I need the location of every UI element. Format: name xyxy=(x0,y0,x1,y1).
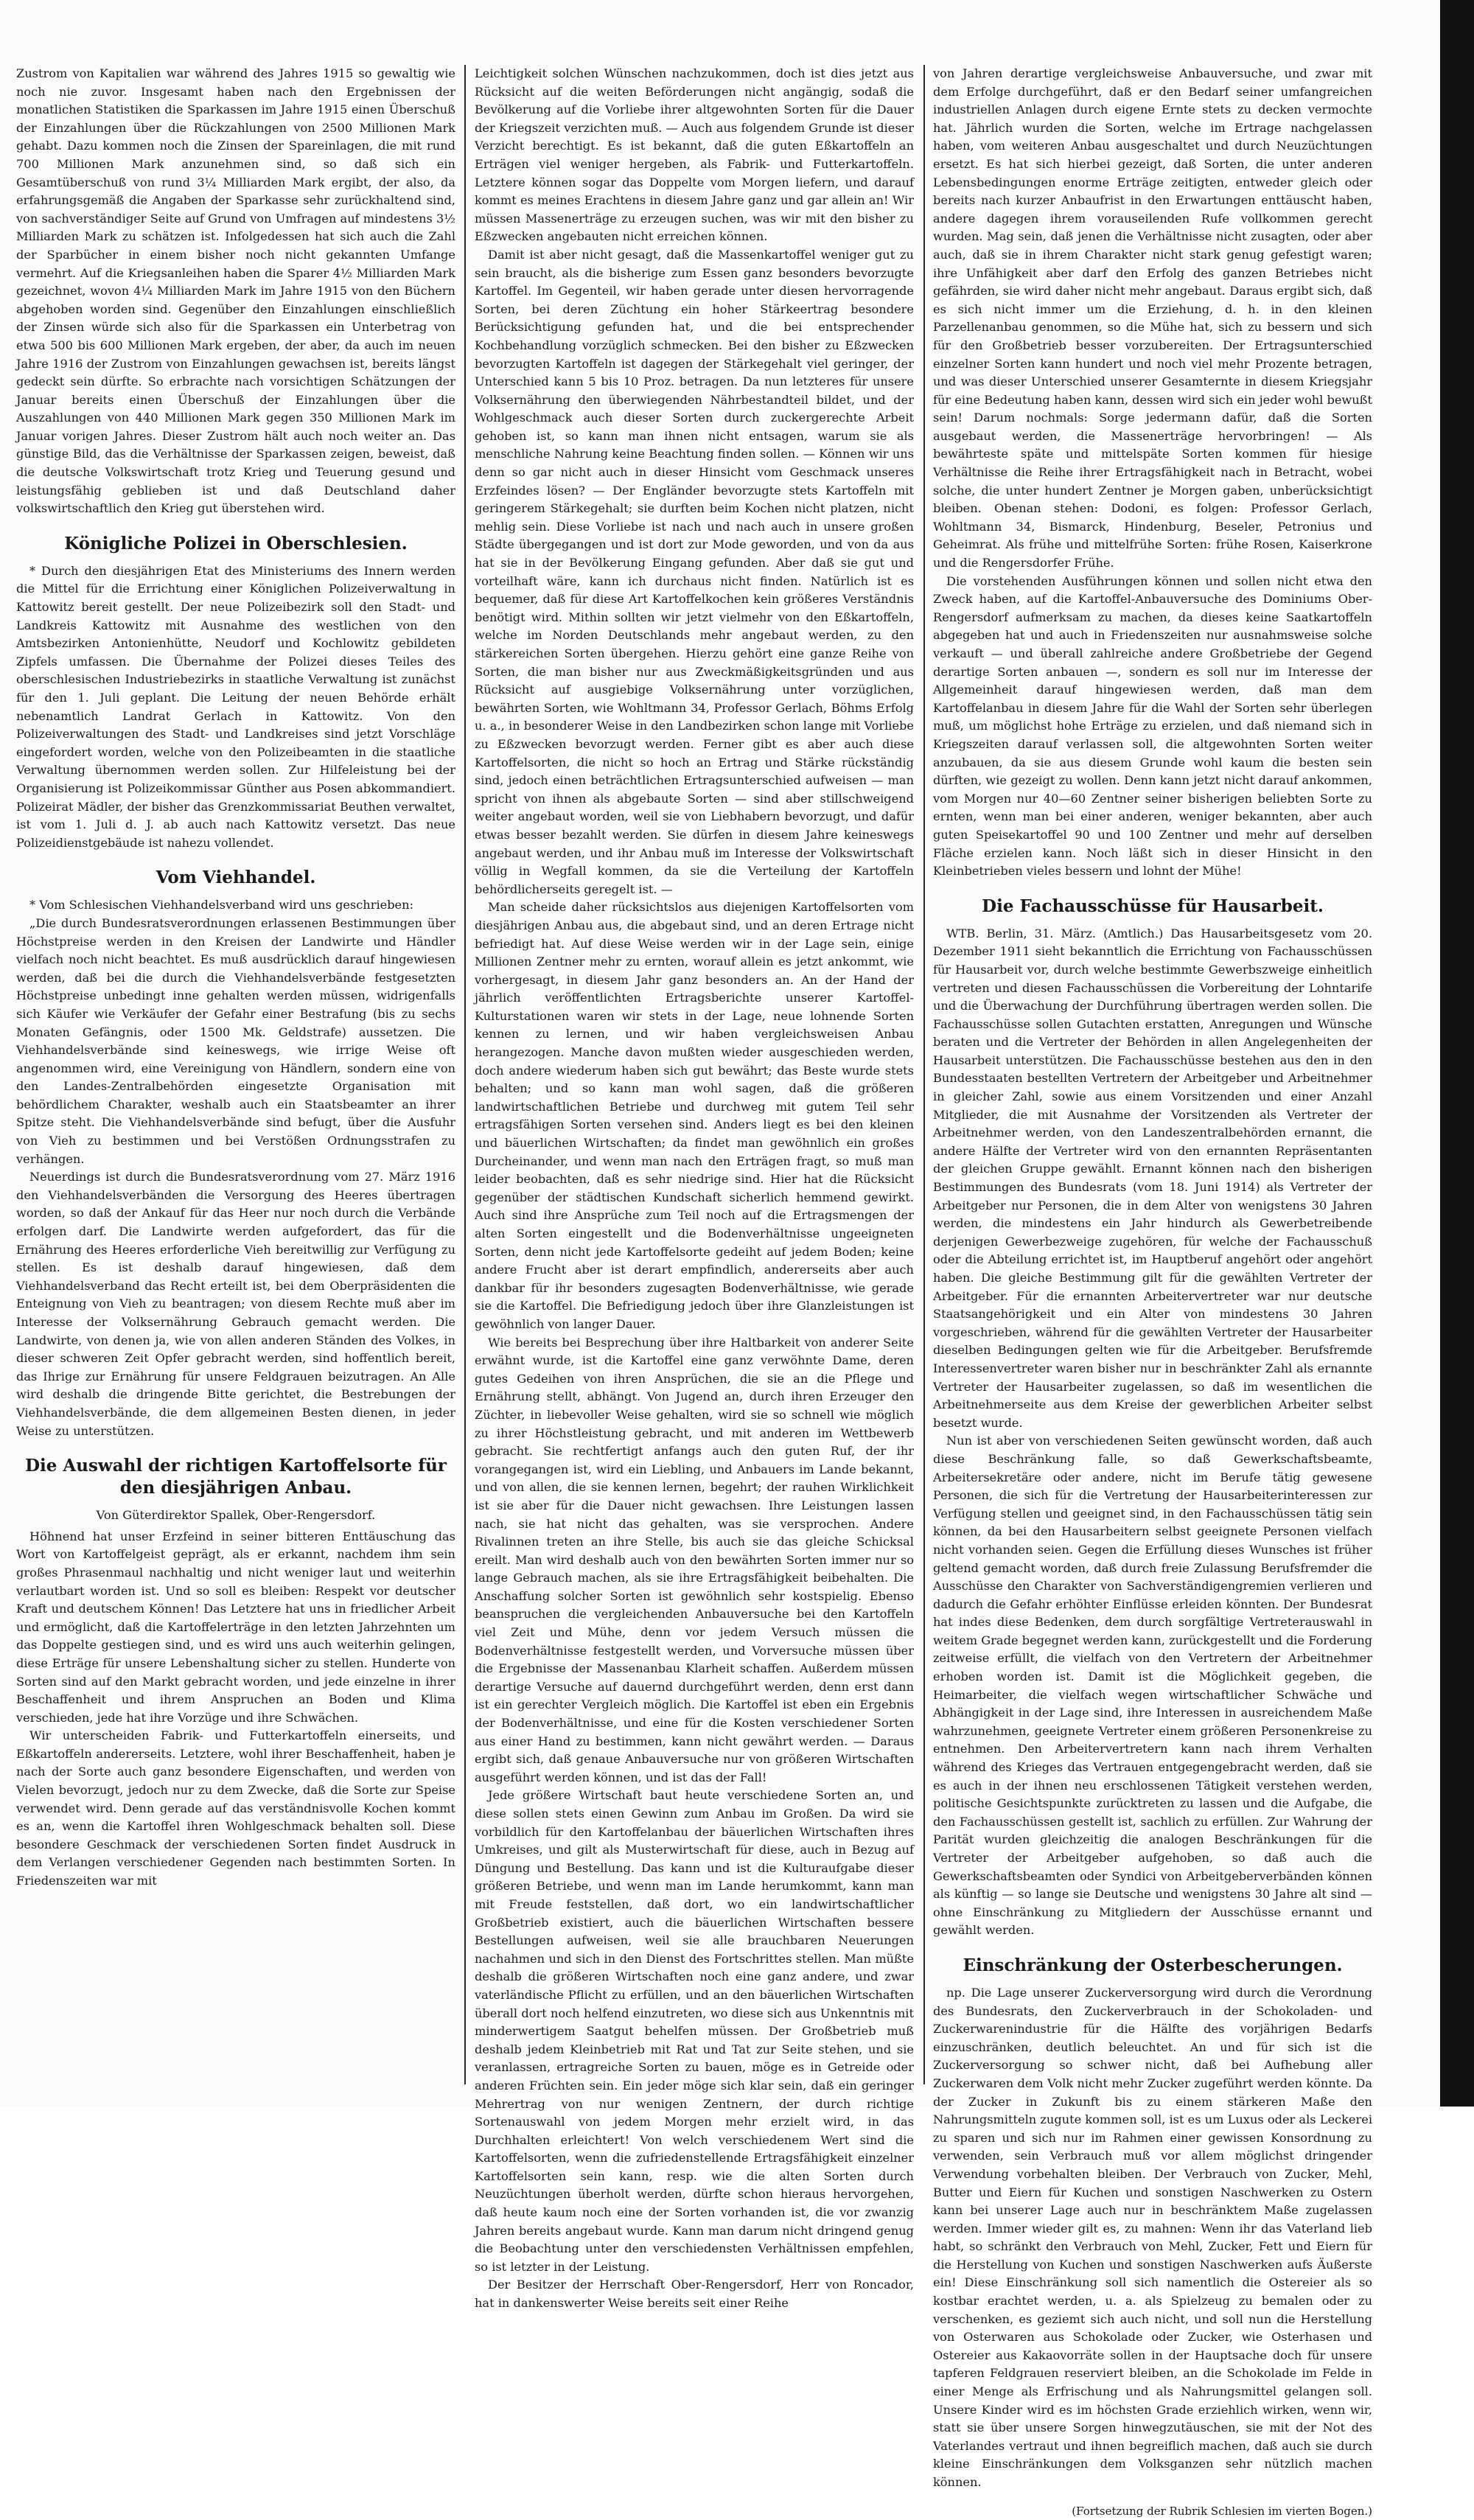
article-potato-body-1: Höhnend hat unser Erzfeind in seiner bitteren Enttäuschung das Wort von Kartoffelgeist geprägt, als er erkannt, nachdem ihm sein großes Phrasenmaul nachhaltig und nicht weniger laut und weiterhin verlautbart worden ist. Und so soll es bleiben: Respekt vor deutscher Kraft und deutschem Können! Das Letztere hat uns in friedlicher Arbeit und ermöglicht, daß die Kartoffelerträge in den letzten Jahrzehnten um das Doppelte gestiegen sind, und es wird uns auch weiterhin gelingen, diese Erträge für unsere Lebenshaltung sicher zu stellen. Hunderte von Sorten sind auf den Markt gebracht worden, und jede einzelne in ihrer Beschaffenheit und ihrem Anspruchen an Boden und Klima verschieden, jede hat ihre Vorzüge und ihre Schwächen. xyxy=(16,1529,455,1725)
headline-easter-restriction: Einschränkung der Osterbescherungen. xyxy=(963,1955,1343,1975)
article-potato-body-5: Man scheide daher rücksichtslos aus diejenigen Kartoffelsorten vom diesjährigen Anbau aus, die abgebaut sind, und an deren Ertrage nicht befriedigt hat. Auf diese Weise werden wir in der Lage sein, einige Millionen Zentner mehr zu ernten, worauf allein es jetzt ankommt, wie vorhergesagt, in diesem Jahr ganz besonders an. An der Hand der jährlich veröffentlichten Ertragsberichte unserer Kartoffel-Kulturstationen waren wir stets in der Lage, neue lohnende Sorten kennen zu lernen, und wir haben vergleichsweisen Anbau herangezogen. Manche davon mußten wieder ausgeschieden werden, doch andere wiederum haben sich gut bewährt; das Beste wurde stets behalten; und so kann man wohl sagen, daß die größeren landwirtschaftlichen Betriebe und durchweg mit gutem Teil sehr ertragsfähigen Sorten versehen sind. Anders liegt es bei den kleinen und bäuerlichen Wirtschaften; da findet man gewöhnlich ein großes Durcheinander, und wenn man nach den Erträgen fragt, so muß man leider beobachten, daß es sehr niedrige sind. Hier hat die Rücksicht gegenüber der städtischen Kundschaft sicherlich hemmend gewirkt. Auch sind ihre Ansprüche zum Teil noch auf die Ertragsmengen der alten Sorten eingestellt und die Bodenverhältnisse ungeeigneten Sorten, denn nicht jede Kartoffelsorte gedeiht auf jedem Boden; keine andere Frucht aber ist derart empfindlich, andererseits aber auch dankbar für ihr besonders zugesagten Bodenverhältnisse, wie gerade sie die Kartoffel. Die Befriedigung jedoch über ihre Glanzleistungen ist gewöhnlich von langer Dauer. xyxy=(475,900,914,1331)
column-left xyxy=(16,65,455,2084)
article-potato-body-4: Damit ist aber nicht gesagt, daß die Massenkartoffel weniger gut zu sein braucht, als die bisherige zum Essen ganz besonders bevorzugte Kartoffel. Im Gegenteil, wir haben gerade unter diesen hervorragende Sorten, bei deren Züchtung ein hoher Stärkeertrag besondere Berücksichtigung gefunden hat, und die bei entsprechender Kochbehandlung vorzüglich schmecken. Bei den bisher zu Eßzwecken bevorzugten Kartoffeln ist dagegen der Stärkegehalt viel geringer, der Unterschied kann 5 bis 10 Proz. betragen. Da nun letzteres für unsere Volksernährung den überwiegenden Nährbestandteil bildet, und der Wohlgeschmack auch dieser Sorten durch zuckergerechte Arbeit gehoben ist, so kann man ihnen nicht entsagen, warum sie als menschliche Nahrung keine Beachtung finden sollen. — Können wir uns denn so gar nicht auch in dieser Hinsicht vom Geschmack unseres Erzfeindes lösen? — Der Engländer bevorzugte stets Kartoffeln mit geringerem Stärkegehalt; sie durften beim Kochen nicht platzen, nicht mehlig sein. Diese Vorliebe ist nach und nach auch in unsere großen Städte übergegangen und ist dort zur Mode geworden, und von da aus hat sie in der Bevölkerung Eingang gefunden. Aber daß sie gut und vorteilhaft wäre, kann ich durchaus nicht finden. Natürlich ist es bequemer, daß für diese Art Kartoffelkochen kein größeres Verständnis benötigt wird. Mithin sollten wir jetzt vielmehr von den Eßkartoffeln, welche im Norden Deutschlands mehr angebaut werden, zu den stärkereichen Sorten übergehen. Hierzu gehört eine ganze Reihe von Sorten, die man bisher nur aus Zweckmäßigkeitsgründen und aus Rücksicht auf ausgiebige Volksernährung unter vorzüglichen, bewährten Sorten, wie Wohltmann 34, Professor Gerlach, Böhms Erfolg u. a., in besonderer Weise in den Landbezirken schon lange mit Vorliebe zu Eßzwecken bevorzugt werden. Ferner gibt es aber auch diese Kartoffelsorten, die nicht so hoch an Ertrag und Stärke rückständig sind, jedoch einen beträchtlichen Ertragsunterschied aufweisen — man spricht von ihnen als abgebaute Sorten — sind aber stillschweigend weiter angebaut worden, weil sie von Liebhabern bevorzugt, und dafür etwas besser bezahlt werden. Sie dürfen in diesem Jahre keineswegs angebaut werden, und ihr Anbau muß im Interesse der Volkswirtschaft völlig in Wegfall kommen, da sie die Verteilung der Kartoffeln behördlicherseits geregelt ist. — xyxy=(475,247,914,896)
continuation-note: (Fortsetzung der Rubrik Schlesien im vierten Bogen.) xyxy=(1072,2504,1372,2518)
article-cattle-trade-intro: * Vom Schlesischen Viehhandelsverband wird uns geschrieben: xyxy=(29,898,414,912)
article-homework-committees-1: WTB. Berlin, 31. März. (Amtlich.) Das Hausarbeitsgesetz vom 20. Dezember 1911 sieht bekanntlich die Errichtung von Fachausschüssen für Hausarbeit vor, durch welche bestimmte Gewerbszweige einheitlich vertreten und diesen Fachausschüssen die Vorbereitung der Lohntarife und die Überwachung der Durchführung übertragen werden sollen. Die Fachausschüsse sollen Gutachten erstatten, Anregungen und Wünsche beraten und die Vertreter der Behörden in allen Angelegenheiten der Hausarbeit unterstützen. Die Fachausschüsse bestehen aus den in den Bundesstaaten bestellten Vertretern der Arbeitgeber und Arbeitnehmer in gleicher Zahl, sowie aus einem Vorsitzenden und einer Anzahl Mitglieder, die mit Ausnahme der Vorsitzenden als Vertreter der Arbeitnehmer werden, von den Landeszentralbehörden ernannt, die andere Hälfte der Vertreter wird von den ernannten Repräsentanten der gleichen Gruppe gewählt. Ernannt können nach den bisherigen Bestimmungen des Bundesrats (vom 18. Juni 1914) als Vertreter der Arbeitgeber nur Personen, die in dem Alter von wenigstens 30 Jahren werden, die mindestens ein Jahr hindurch als Gewerbetreibende derjenigen Gewerbezweige zugehören, für welche der Fachausschuß oder die Abteilung errichtet ist, im Hauptberuf angehört oder angehört haben. Die gleiche Bestimmung gilt für die gewählten Vertreter der Arbeitgeber. Für die ernannten Arbeitervertreter war nur deutsche Staatsangehörigkeit und ein Alter von mindestens 30 Jahren vorgeschrieben, während für die gewählten Vertreter der Hausarbeiter dieselben Bedingungen gelten wie für die Arbeitgeber. Berufsfremde Interessenvertreter waren bisher nur in beschränkter Zahl als ernannte Vertreter der Hausarbeiter zugelassen, so daß im wesentlichen die Arbeitnehmerseite aus dem Kreise der gewerblichen Arbeiter selbst besetzt wurde. xyxy=(933,926,1372,1430)
headline-homework-committees: Die Fachausschüsse für Hausarbeit. xyxy=(982,896,1324,916)
article-potato-body-10: Die vorstehenden Ausführungen können und sollen nicht etwa den Zweck haben, auf die Kartoffel-Anbauversuche des Dominiums Ober-Rengersdorf aufmerksam zu machen, da dieses keine Saatkartoffeln abgegeben hat und auch in Friedenszeiten nur ausnahmsweise solche verkauft — und überall zahlreiche andere Großbetriebe der Gegend derartige Sorten anbauen —, sondern es soll nur im Interesse der Allgemeinheit darauf hingewiesen werden, daß man dem Kartoffelanbau in diesem Jahre für die Wahl der Sorten sehr überlegen muß, um möglichst hohe Erträge zu erzielen, und daß niemand sich in Kriegszeiten darauf verlassen soll, die altgewohnten Sorten weiter anzubauen, da sie aus diesem Grunde wohl kaum die besten sein dürften, wie gezeigt zu wollen. Denn kann jetzt nicht darauf ankommen, vom Morgen nur 40—60 Zentner seiner bisherigen beliebten Sorte zu ernten, wenn man bei einer anderen, weniger bekannten, aber auch guten Speisekartoffel 90 und 100 Zentner und mehr auf derselben Fläche erzielen kann. Noch läßt sich in dieser Hinsicht in den Kleinbetrieben vieles bessern und lohnt der Mühe! xyxy=(933,573,1372,879)
article-potato-body-8: Der Besitzer der Herrschaft Ober-Rengersdorf, Herr von Roncador, hat in dankenswerter Weise bereits seit einer Reihe xyxy=(475,2278,914,2311)
article-royal-police: * Durch den diesjährigen Etat des Ministeriums des Innern werden die Mittel für die Errichtung einer Königlichen Polizeiverwaltung in Kattowitz bereit gestellt. Der neue Polizeibezirk soll den Stadt- und Landkreis Kattowitz mit Ausnahme des westlichen von den Amtsbezirken Antonienhütte, Neudorf und Kochlowitz gebildeten Zipfels umfassen. Die Übernahme der Polizei dieses Teiles des oberschlesischen Industriebezirks in staatliche Verwaltung ist zunächst für den 1. Juli geplant. Die Leitung der neuen Behörde erhält nebenamtlich Landrat Gerlach in Kattowitz. Von den Polizeiverwaltungen des Stadt- und Landkreises sind jetzt Vorschläge eingefordert worden, welche von den Polizeibeamten in die staatliche Verwaltung übernommen werden sollen. Zur Hilfeleistung bei der Organisierung ist Polizeikommissar Günther aus Posen abkommandiert. Polizeirat Mädler, der bisher das Grenzkommissariat Beuthen verwaltet, ist vom 1. Juli d. J. ab auch nach Kattowitz versetzt. Das neue Polizeidienstgebäude ist nahezu vollendet. xyxy=(16,563,455,850)
article-potato-body-3: Leichtigkeit solchen Wünschen nachzukommen, doch ist dies jetzt aus Rücksicht auf die weiten Beförderungen nicht angängig, sodaß die Bevölkerung auf die Vorliebe ihrer altgewohnten Sorten für die Dauer der Kriegszeit verzichten muß. — Auch aus folgendem Grunde ist dieser Verzicht berechtigt. Es ist bekannt, daß die guten Eßkartoffeln an Erträgen viel weniger hergeben, als Fabrik- und Futterkartoffeln. Letztere können sogar das Doppelte vom Morgen liefern, und darauf kommt es meines Erachtens in diesem Jahre ganz und gar allein an! Wir müssen Massenerträge zu erzeugen suchen, was wir mit den bisher zu Eßzwecken angebauten nicht erreichen können. xyxy=(475,66,914,244)
column-right xyxy=(933,65,1372,2518)
article-potato-body-7: Jede größere Wirtschaft baut heute verschiedene Sorten an, und diese sollen stets einen Gewinn zum Anbau im Großen. Da wird sie vorbildlich für den Kartoffelanbau der bäuerlichen Wirtschaften ihres Umkreises, und gilt als Musterwirtschaft für diese, auch in Bezug auf Düngung und Bestellung. Das kann und ist die Kulturaufgabe dieser größeren Betriebe, und wenn man im Lande herumkommt, kann man mit Freude feststellen, daß dort, wo ein landwirtschaftlicher Großbetrieb existiert, auch die bäuerlichen Wirtschaften bessere Bestellungen aufweisen, weil sie alle brauchbaren Neuerungen nachahmen und sich in den Dienst des Fortschrittes stellen. Man müßte deshalb die größeren Wirtschaften noch eine ganz andere, und zwar vaterländische Pflicht zu erfüllen, und an den bäuerlichen Wirtschaften überall dort noch helfend einzutreten, wo diese sich aus Unkenntnis mit minderwertigem Saatgut behelfen müssen. Der Großbetrieb muß deshalb jedem Kleinbetrieb mit Rat und Tat zur Seite stehen, und sie veranlassen, ertragreiche Sorten zu bauen, möge es in Getreide oder anderen Früchten sein. Ein jeder möge sich klar sein, daß ein geringer Mehrertrag von nur wenigen Zentnern, der durch richtige Sortenauswahl von jedem Morgen mehr erzielt wird, in das Durchhalten erleichtert! Von welch verschiedenem Wert sind die Kartoffelsorten, wenn die zufriedenstellende Ertragsfähigkeit einzelner Kartoffelsorten sein kann, resp. wie die alten Sorten durch Neuzüchtungen überholt werden, dürfte schon hieraus hervorgehen, daß heute kaum noch eine der Sorten vorhanden ist, die vor zwanzig Jahren bereits angebaut wurde. Kann man darum nicht dringend genug die Beobachtung unter den verschiedensten Verhältnissen empfehlen, so ist letzter in der Leistung. xyxy=(475,1788,914,2274)
article-byline: Von Güterdirektor Spallek, Ober-Rengersdorf. xyxy=(96,1508,376,1523)
article-easter-restriction: np. Die Lage unserer Zuckerversorgung wird durch die Verordnung des Bundesrats, den Zuckerverbrauch in der Schokoladen- und Zuckerwarenindustrie für die Hälfte des vorjährigen Bedarfs einzuschränken, deutlich beleuchtet. An und für sich ist die Zuckerversorgung so schwer nicht, daß bei Aufhebung aller Zuckerwaren dem Volk nicht mehr Zucker zugeführt werden könnte. Da der Zucker in Zukunft bis zu einem stärkeren Maße den Nahrungsmitteln zugute kommen soll, ist es um Luxus oder als Leckerei zu sparen und sich nur im Rahmen einer gewissen Konsordnung zu verwenden, sein Verbrauch muß vor allem möglichst dringender Verwendung vorbehalten bleiben. Der Verbrauch von Zucker, Mehl, Butter und Eiern für Kuchen und sonstigen Naschwerken zu Ostern kann bei unserer Lage auch nur in beschränktem Maße zugelassen werden. Immer wieder gilt es, zu mahnen: Wenn ihr das Vaterland lieb habt, so schränkt den Verbrauch von Mehl, Zucker, Fett und Eiern für die Herstellung von Kuchen und sonstigen Naschwerken aufs Äußerste ein! Diese Einschränkung soll sich namentlich die Ostereier als so kostbar erachtet werden, u. a. als Spielzeug zu bemalen oder zu verschenken, es geziemt sich auch nicht, und soll nun die Herstellung von Osterwaren aus Schokolade oder Zucker, wie Osterhasen und Ostereier aus Kakaovorräte sollen in der Hauptsache doch für unsere tapferen Feldgrauen reserviert bleiben, an die Schokolade im Felde in einer Menge als Erfrischung und als Nahrungsmittel gelangen soll. Unsere Kinder wird es im höchsten Grade erziehlich wirken, wenn wir, statt sie über unsere Sorgen hinwegzutäuschen, sie mit der Not des Vaterlandes vertraut und ihnen begreiflich machen, daß auch sie durch kleine Einschränkungen dem Volksganzen sehr nützlich machen können. xyxy=(933,1985,1372,2489)
article-potato-body-2: Wir unterscheiden Fabrik- und Futterkartoffeln einerseits, und Eßkartoffeln andererseits. Letztere, wohl ihrer Beschaffenheit, haben je nach der Sorte auch ganz besondere Eigenschaften, und werden von Vielen bevorzugt, jedoch nur zu dem Zwecke, daß die Sorte zur Speise verwendet wird. Denn gerade auf das verständnisvolle Kochen kommt es an, wenn die Kartoffel ihren Wohlgeschmack behalten soll. Diese besondere Geschmack der verschiedenen Sorten findet Ausdruck in dem Verlangen verschiedener Gegenden nach bestimmten Sorten. In Friedenszeiten war mit xyxy=(16,1728,455,1888)
column-divider xyxy=(923,65,925,2084)
headline-potato-variety: Die Auswahl der richtigen Kartoffelsorte für den diesjährigen Anbau. xyxy=(25,1456,447,1498)
column-middle xyxy=(475,65,914,2311)
page-body xyxy=(16,65,1372,2518)
article-cattle-trade-body-1: „Die durch Bundesratsverordnungen erlassenen Bestimmungen über Höchstpreise werden in den Kreisen der Landwirte und Händler vielfach noch nicht beachtet. Es muß ausdrücklich darauf hingewiesen werden, daß bei die durch die Viehhandelsverbände festgesetzten Höchstpreise unbedingt inne gehalten werden müssen, widrigenfalls sich Käufer wie Verkäufer der Gefahr einer Bestrafung (bis zu sechs Monaten Gefängnis, oder 1500 Mk. Geldstrafe) aussetzen. Die Viehhandelsverbände sind keineswegs, wie irrige Weise oft angenommen wird, eine Vereinigung von Händlern, sondern eine von den Landes-Zentralbehörden eingesetzte Organisation mit behördlichem Charakter, weshalb auch ein Staatsbeamter an ihrer Spitze steht. Die Viehhandelsverbände sind befugt, über die Ausfuhr von Vieh zu bestimmen und bei Verstößen Ordnungsstrafen zu verhängen. xyxy=(16,915,455,1166)
headline-cattle-trade: Vom Viehhandel. xyxy=(156,868,316,888)
article-homework-committees-2: Nun ist aber von verschiedenen Seiten gewünscht worden, daß auch diese Beschränkung falle, so daß Gewerkschaftsbeamte, Arbeitersekretäre oder andere, nicht im Berufe tätig gewesene Personen, die sich für die Vertretung der Hausarbeiterinteressen zur Verfügung stellen und geeignet sind, in den Fachausschüssen tätig sein können, da bei den Hausarbeitern selbst geeignete Personen vielfach nicht vorhanden seien. Gegen die Erfüllung dieses Wunsches ist früher geltend gemacht worden, daß durch freie Zulassung Berufsfremder die Ausschüsse den Charakter von Sachverständigengremien verlieren und dadurch die Gefahr erhöhter Einflüsse erleiden könnten. Der Bundesrat hat indes diese Bedenken, dem durch sorgfältige Vertreterauswahl in weitem Grade begegnet werden kann, zurückgestellt und die Forderung zeitweise erfüllt, die vielfach von den Vertretern der Arbeitnehmer erhoben worden ist. Damit ist die Möglichkeit gegeben, die Heimarbeiter, die vielfach wegen wirtschaftlicher Schwäche und Abhängigkeit in der Lage sind, ihre Interessen in ausreichendem Maße wahrzunehmen, geeignete Vertreter einem größeren Personenkreise zu entnehmen. Den Arbeitervertretern kann nach ihrem Verhalten während des Krieges das Vertrauen entgegengebracht werden, daß sie es auch in der ihnen neu erschlossenen Tätigkeit verstehen werden, politische Gesichtspunkte zurücktreten zu lassen und die Aufgabe, die den Fachausschüssen gestellt ist, sachlich zu erfüllen. Zur Wahrung der Parität wurden gleichzeitig die analogen Beschränkungen für die Vertreter der Arbeitgeber aufgehoben, so daß auch die Gewerkschaftsbeamten oder Syndici von Arbeitgeberverbänden können als künftig — so lange sie Deutsche und wenigstens 30 Jahre alt sind — ohne Einschränkung zu Mitgliedern der Ausschüsse ernannt und gewählt werden. xyxy=(933,1434,1372,1938)
headline-royal-police: Königliche Polizei in Oberschlesien. xyxy=(64,533,408,554)
article-potato-body-9: von Jahren derartige vergleichsweise Anbauversuche, und zwar mit dem Erfolge durchgeführt, daß er den Bedarf seiner umfangreichen industriellen Anlagen durch eigene Ernte stets zu decken vermochte hat. Jährlich wurden die Sorten, welche im Ertrage nachgelassen haben, vom weiteren Anbau ausgeschaltet und durch Neuzüchtungen ersetzt. Es hat sich hierbei gezeigt, daß Sorten, die unter anderen Lebensbedingungen enorme Erträge zeitigten, entweder gleich oder bereits nach kurzer Anbaufrist in den Erwartungen enttäuscht haben, andere dagegen ihrem vorauseilenden Rufe vollkommen gerecht wurden. Mag sein, daß jenen die Verhältnisse nicht zusagten, oder aber auch, daß sie in ihrem Charakter nicht stark genug gefestigt waren; ihre Unfähigkeit aber darf den Erfolg des ganzen Betriebes nicht gefährden, sie wird daher nicht mehr angebaut. Daraus ergibt sich, daß es sich nicht immer um die Erziehung, d. h. in den kleinen Parzellenanbau genommen, so die Mühe hat, sich zu bessern und sich für den Großbetrieb besser vorzubereiten. Der Ertragsunterschied einzelner Sorten kann hundert und noch viel mehr Prozente betragen, und was dieser Unterschied unserer Gesamternte in diesem Kriegsjahr für eine Bedeutung haben kann, dessen wird sich ein jeder wohl bewußt sein! Darum nochmals: Sorge jedermann dafür, daß die Sorten ausgebaut werden, die Massenerträge hervorbringen! — Als bewährteste späte und mittelspäte Sorten kommen für hiesige Verhältnisse die Reihe ihrer Ertragsfähigkeit nach in Betracht, wobei solche, die unter hundert Zentner je Morgen gaben, unberücksichtigt bleiben. Obenan stehen: Dodoni, es folgen: Professor Gerlach, Wohltmann 34, Bismarck, Hindenburg, Beseler, Petronius und Geheimrat. Als frühe und mittelfrühe Sorten: frühe Rosen, Kaiserkrone und die Rengersdorfer Frühe. xyxy=(933,66,1372,570)
article-potato-body-6: Wie bereits bei Besprechung über ihre Haltbarkeit von anderer Seite erwähnt wurde, ist die Kartoffel eine ganz verwöhnte Dame, deren gutes Gedeihen von ihren Ansprüchen, die sie an die Pflege und Ernährung stellt, abhängt. Von Jugend an, durch ihren Erzeuger den Züchter, in liebevoller Weise gehalten, wird sie so schnell wie möglich zu ihrer Höchstleistung gebracht, und mit anderen im Wettbewerb gebracht. Sie rechtfertigt anfangs auch den guten Ruf, der ihr vorangegangen ist, wird ein Liebling, und Anbauers im Lande bekannt, und von allen, die sie kennen lernen, begehrt; der rauhen Wirklichkeit ist sie aber für die Dauer nicht gewachsen. Ihre Leistungen lassen nach, sie hat nicht das gehalten, was sie versprochen. Andere Rivalinnen treten an ihre Stelle, bis auch sie das gleiche Schicksal ereilt. Man wird deshalb auch von den bewährten Sorten immer nur so lange Gebrauch machen, als sie ihre Ertragsfähigkeit beibehalten. Die Anschaffung solcher Sorten ist gewöhnlich sehr kostspielig. Ebenso beanspruchen die vergleichenden Anbauversuche bei den Kartoffeln viel Zeit und Mühe, denn vor jedem Versuch müssen die Bodenverhältnisse festgestellt werden, und Vorversuche müssen über die Ergebnisse der Massenanbau Klarheit schaffen. Außerdem müssen derartige Versuche auf dauernd durchgeführt werden, denn erst dann ist ein gerechter Vergleich möglich. Die Kartoffel ist eben ein Ergebnis der Bodenverhältnisse, und eine für die Kosten verschiedener Sorten aus einer Hand zu bestimmen, kann nicht gewährt werden. — Daraus ergibt sich, daß genaue Anbauversuche nur von größeren Wirtschaften ausgeführt werden können, und ist das der Fall! xyxy=(475,1335,914,1784)
page-edge-shadow xyxy=(1440,0,1474,2107)
article-savings-banks-continued: Zustrom von Kapitalien war während des Jahres 1915 so gewaltig wie noch nie zuvor. Insgesamt haben nach den Ergebnissen der monatlichen Statistiken die Sparkassen im Jahre 1915 einen Überschuß der Einzahlungen über die Rückzahlungen von 2500 Millionen Mark gehabt. Dazu kommen noch die Zinsen der Spareinlagen, die mit rund 700 Millionen Mark anzunehmen sind, so daß sich ein Gesamtüberschuß von rund 3¼ Milliarden Mark ergibt, der also, da erfahrungsgemäß die Angaben der Sparkasse sehr zurückhaltend sind, von sachverständiger Seite auf Grund von Umfragen auf mindestens 3½ Milliarden Mark zu schätzen ist. Infolgedessen hat sich auch die Zahl der Sparbücher in einem bisher noch nicht gekannten Umfange vermehrt. Auf die Kriegsanleihen haben die Sparer 4½ Milliarden Mark gezeichnet, wovon 4¼ Milliarden Mark im Jahre 1915 von den Büchern abgehoben worden sind. Gegenüber den Einzahlungen einschließlich der Zinsen würde sich also für die Sparkassen ein Unterbetrag von etwa 500 bis 600 Millionen Mark ergeben, der aber, da auch im neuen Jahre 1916 der Zustrom von Einzahlungen gewachsen ist, bereits längst gedeckt sein dürfte. So erbrachte nach vorsichtigen Schätzungen der Januar bereits einen Überschuß der Einzahlungen über die Auszahlungen von 440 Millionen Mark gegen 350 Millionen Mark im Januar vorigen Jahres. Dieser Zustrom hält auch noch weiter an. Das günstige Bild, das die Verhältnisse der Sparkassen zeigen, beweist, daß die deutsche Volkswirtschaft trotz Krieg und Teuerung gesund und leistungsfähig geblieben ist und daß Deutschland daher volkswirtschaftlich den Krieg gut überstehen wird. xyxy=(16,66,455,516)
article-cattle-trade-body-2: Neuerdings ist durch die Bundesratsverordnung vom 27. März 1916 den Viehhandelsverbänden die Versorgung des Heeres übertragen worden, so daß der Ankauf für das Heer nur noch durch die Verbände erfolgen darf. Die Landwirte werden aufgefordert, das für die Ernährung des Heeres erforderliche Vieh bereitwillig zur Verfügung zu stellen. Es ist deshalb darauf hingewiesen, daß dem Viehhandelsverband das Recht erteilt ist, bei dem Oberpräsidenten die Enteignung von Vieh zu beantragen; von diesem Rechte muß aber im Interesse der Volksernährung Gebrauch gemacht werden. Die Landwirte, von denen ja, wie von allen anderen Ständen des Volkes, in dieser schweren Zeit Opfer gebracht werden, sind hoffentlich bereit, das Ihrige zur Ernährung für unsere Feldgrauen beizutragen. An Alle wird deshalb die dringende Bitte gerichtet, die Bestrebungen der Viehhandelsverbände, die dem allgemeinen Besten dienen, in jeder Weise zu unterstützen. xyxy=(16,1170,455,1438)
column-divider xyxy=(464,65,466,2084)
